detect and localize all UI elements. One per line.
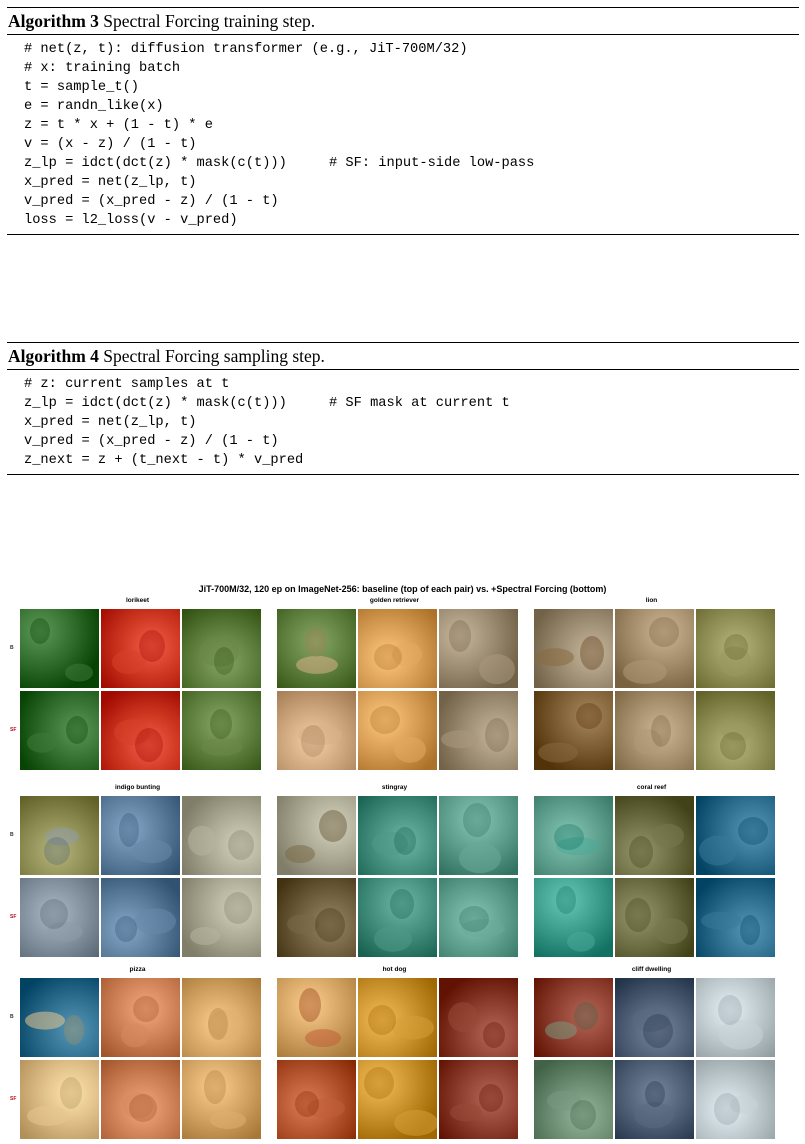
class-label: pizza bbox=[129, 966, 146, 973]
spectral-forcing-sample-image bbox=[696, 1060, 775, 1139]
baseline-sample-image bbox=[101, 978, 180, 1057]
baseline-sample-image bbox=[277, 796, 356, 875]
bottom-rule bbox=[7, 474, 799, 475]
baseline-sample-image bbox=[358, 796, 437, 875]
spectral-forcing-sample-image bbox=[696, 691, 775, 770]
baseline-sample-image bbox=[277, 978, 356, 1057]
code-line bbox=[24, 40, 799, 59]
baseline-sample-image bbox=[182, 978, 261, 1057]
spectral-forcing-sample-image bbox=[534, 878, 613, 957]
code-text: v_pred = (x_pred - z) / (1 - t) bbox=[24, 194, 279, 209]
class-label: lorikeet bbox=[125, 597, 150, 604]
class-label: cliff dwelling bbox=[631, 966, 672, 973]
class-label: coral reef bbox=[636, 784, 667, 791]
spectral-forcing-sample-image bbox=[277, 1060, 356, 1139]
row-label-b: B bbox=[10, 645, 14, 651]
algorithm-3 bbox=[7, 7, 799, 235]
baseline-sample-image bbox=[101, 796, 180, 875]
baseline-sample-image bbox=[20, 796, 99, 875]
spectral-forcing-sample-image bbox=[20, 691, 99, 770]
baseline-sample-image bbox=[534, 796, 613, 875]
code-line bbox=[24, 97, 799, 116]
row-label-sf: SF bbox=[10, 727, 17, 733]
code-text: z = t * x + (1 - t) * e bbox=[24, 118, 213, 133]
code-line bbox=[24, 59, 799, 78]
code-line bbox=[24, 432, 799, 451]
baseline-sample-image bbox=[101, 609, 180, 688]
baseline-sample-image bbox=[439, 978, 518, 1057]
algorithm-code bbox=[7, 370, 799, 474]
code-text: # x: training batch bbox=[24, 61, 181, 76]
row-label-sf: SF bbox=[10, 1096, 17, 1102]
code-line bbox=[24, 135, 799, 154]
code-line bbox=[24, 394, 799, 413]
algorithm-label: Algorithm 3 bbox=[8, 11, 99, 31]
baseline-sample-image bbox=[615, 609, 694, 688]
baseline-sample-image bbox=[439, 609, 518, 688]
spectral-forcing-sample-image bbox=[358, 691, 437, 770]
class-label: indigo bunting bbox=[114, 784, 161, 791]
class-label: hot dog bbox=[382, 966, 407, 973]
baseline-sample-image bbox=[696, 796, 775, 875]
code-text: v_pred = (x_pred - z) / (1 - t) bbox=[24, 434, 279, 449]
code-text: e = randn_like(x) bbox=[24, 99, 164, 114]
spectral-forcing-sample-image bbox=[20, 1060, 99, 1139]
baseline-sample-image bbox=[615, 978, 694, 1057]
spectral-forcing-sample-image bbox=[439, 1060, 518, 1139]
code-text: z_lp = idct(dct(z) * mask(c(t))) bbox=[24, 156, 287, 171]
code-text: # z: current samples at t bbox=[24, 377, 230, 392]
row-label-sf: SF bbox=[10, 914, 17, 920]
code-comment: # SF: input-side low-pass bbox=[329, 156, 535, 171]
figure-title: JiT-700M/32, 120 ep on ImageNet-256: baseline (top of each pair) vs. +Spectral Forcing (bottom) bbox=[198, 584, 607, 594]
baseline-sample-image bbox=[615, 796, 694, 875]
code-line bbox=[24, 211, 799, 230]
baseline-sample-image bbox=[20, 978, 99, 1057]
code-line bbox=[24, 154, 799, 173]
code-text: z_lp = idct(dct(z) * mask(c(t))) bbox=[24, 396, 287, 411]
code-line bbox=[24, 375, 799, 394]
baseline-sample-image bbox=[277, 609, 356, 688]
spectral-forcing-sample-image bbox=[182, 691, 261, 770]
baseline-sample-image bbox=[182, 609, 261, 688]
code-line bbox=[24, 78, 799, 97]
spectral-forcing-sample-image bbox=[615, 691, 694, 770]
row-label-b: B bbox=[10, 1014, 14, 1020]
bottom-rule bbox=[7, 234, 799, 235]
algorithm-4 bbox=[7, 342, 799, 475]
spectral-forcing-sample-image bbox=[439, 691, 518, 770]
code-line bbox=[24, 192, 799, 211]
baseline-sample-image bbox=[439, 796, 518, 875]
code-comment: # SF mask at current t bbox=[329, 396, 510, 411]
baseline-sample-image bbox=[534, 609, 613, 688]
algorithm-label: Algorithm 4 bbox=[8, 346, 99, 366]
spectral-forcing-sample-image bbox=[534, 691, 613, 770]
class-label: stingray bbox=[381, 784, 408, 791]
spectral-forcing-sample-image bbox=[277, 878, 356, 957]
class-label: golden retriever bbox=[369, 597, 420, 604]
spectral-forcing-sample-image bbox=[615, 1060, 694, 1139]
algorithm-caption bbox=[7, 343, 799, 369]
spectral-forcing-sample-image bbox=[101, 691, 180, 770]
code-line bbox=[24, 116, 799, 135]
spectral-forcing-sample-image bbox=[101, 1060, 180, 1139]
spectral-forcing-sample-image bbox=[20, 878, 99, 957]
baseline-sample-image bbox=[20, 609, 99, 688]
code-line bbox=[24, 451, 799, 470]
algorithm-title: Spectral Forcing training step. bbox=[103, 11, 316, 31]
code-text: z_next = z + (t_next - t) * v_pred bbox=[24, 453, 304, 468]
spectral-forcing-sample-image bbox=[358, 878, 437, 957]
algorithm-code bbox=[7, 35, 799, 234]
baseline-sample-image bbox=[358, 978, 437, 1057]
code-text: v = (x - z) / (1 - t) bbox=[24, 137, 197, 152]
code-text: loss = l2_loss(v - v_pred) bbox=[24, 213, 238, 228]
class-label: lion bbox=[645, 597, 658, 604]
spectral-forcing-sample-image bbox=[101, 878, 180, 957]
baseline-sample-image bbox=[696, 609, 775, 688]
baseline-sample-image bbox=[358, 609, 437, 688]
baseline-sample-image bbox=[696, 978, 775, 1057]
spectral-forcing-sample-image bbox=[615, 878, 694, 957]
algorithm-title: Spectral Forcing sampling step. bbox=[103, 346, 325, 366]
baseline-sample-image bbox=[182, 796, 261, 875]
code-text: # net(z, t): diffusion transformer (e.g., JiT-700M/32) bbox=[24, 42, 468, 57]
code-line bbox=[24, 413, 799, 432]
spectral-forcing-sample-image bbox=[358, 1060, 437, 1139]
spectral-forcing-sample-image bbox=[534, 1060, 613, 1139]
spectral-forcing-sample-image bbox=[696, 878, 775, 957]
row-label-b: B bbox=[10, 832, 14, 838]
spectral-forcing-sample-image bbox=[182, 1060, 261, 1139]
baseline-sample-image bbox=[534, 978, 613, 1057]
code-text: t = sample_t() bbox=[24, 80, 139, 95]
spectral-forcing-sample-image bbox=[182, 878, 261, 957]
code-text: x_pred = net(z_lp, t) bbox=[24, 175, 197, 190]
spectral-forcing-sample-image bbox=[277, 691, 356, 770]
algorithm-caption bbox=[7, 8, 799, 34]
code-text: x_pred = net(z_lp, t) bbox=[24, 415, 197, 430]
spectral-forcing-sample-image bbox=[439, 878, 518, 957]
code-line bbox=[24, 173, 799, 192]
